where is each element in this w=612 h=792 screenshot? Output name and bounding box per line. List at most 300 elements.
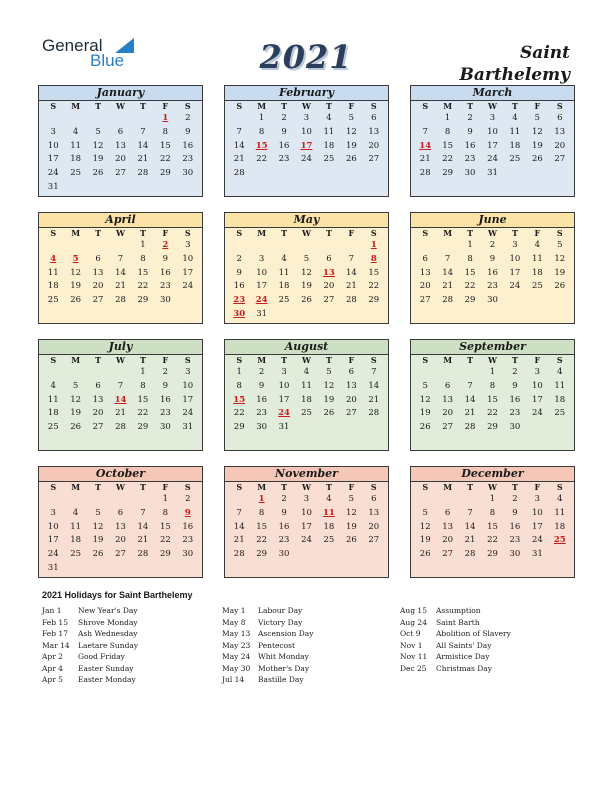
day-cell: 21 [115,408,126,419]
month-title: December [411,467,574,482]
day-cell: 5 [326,367,332,377]
day-cell: 15 [137,267,149,278]
month-august [224,339,389,451]
day-cell: 13 [554,126,566,137]
holiday-name: Victory Day [258,617,303,627]
month-days-grid [411,355,574,435]
day-cell: 1 [258,113,265,123]
day-cell: 13 [115,521,126,532]
day-cell: 11 [70,140,82,151]
weekday-header: S [50,101,57,111]
empty-cell [64,366,86,380]
weekday-header: F [162,101,169,111]
day-cell: 25 [509,154,521,165]
day-cell: 19 [301,281,312,292]
day-cell: 22 [442,154,454,165]
day-cell: 3 [281,367,287,377]
day-cell: 18 [554,521,566,532]
day-cell: 24 [531,408,543,419]
day-cell: 24 [531,535,543,546]
day-cell: 6 [95,380,101,391]
weekday-header: T [95,228,102,238]
day-cell: 21 [464,535,476,546]
weekday-header: T [139,101,146,111]
day-cell: 9 [467,126,473,137]
empty-cell [273,239,295,253]
day-cell: 12 [419,521,431,532]
holiday-row [222,640,313,652]
holiday-row [400,651,511,663]
weekday-header: F [162,482,169,492]
holiday-column [400,605,511,674]
weekday-header: M [257,101,267,111]
day-cell: 25 [554,408,566,419]
day-cell: 2 [489,240,496,250]
day-cell: 19 [323,394,335,405]
weekday-header: W [302,101,311,111]
day-cell: 2 [281,113,287,123]
empty-cell [109,239,131,253]
day-cell: 15 [487,521,498,532]
day-cell: 3 [512,240,518,250]
weekday-header: T [511,482,518,492]
holiday-day-cell: 15 [255,140,268,151]
day-cell: 7 [117,253,124,264]
day-cell: 6 [422,253,428,264]
empty-cell [340,239,362,253]
day-cell: 2 [258,367,265,377]
empty-cell [436,366,458,380]
day-cell: 6 [348,367,355,377]
holiday-row [222,628,313,640]
empty-cell [42,366,64,380]
day-cell: 19 [345,140,357,151]
day-cell: 23 [182,154,194,165]
day-cell: 3 [303,494,310,504]
day-cell: 10 [531,380,543,391]
day-cell: 23 [256,408,268,419]
day-cell: 23 [278,154,290,165]
day-cell: 20 [442,408,454,419]
day-cell: 4 [534,240,541,250]
day-cell: 16 [464,140,476,151]
day-cell: 3 [489,113,496,123]
day-cell: 22 [487,535,498,546]
day-cell: 14 [137,140,149,151]
day-cell: 27 [442,422,454,433]
day-cell: 27 [323,295,335,306]
day-cell: 9 [489,253,496,264]
day-cell: 14 [233,521,245,532]
empty-cell [132,112,154,126]
day-cell: 27 [442,549,454,560]
day-cell: 2 [467,113,473,123]
day-cell: 25 [323,154,335,165]
weekday-header: T [325,355,332,365]
day-cell: 20 [554,140,566,151]
holiday-day-cell: 5 [72,253,79,264]
day-cell: 16 [182,521,194,532]
day-cell: 23 [159,281,171,292]
weekday-header: F [534,355,541,365]
day-cell: 20 [323,281,335,292]
day-cell: 20 [92,281,104,292]
day-cell: 12 [345,126,357,137]
day-cell: 2 [162,367,169,377]
day-cell: 9 [281,507,287,518]
holiday-name: Whit Monday [258,652,309,661]
holiday-day-cell: 17 [300,140,313,151]
holiday-date: May 13 [222,629,251,638]
day-cell: 27 [419,295,431,306]
day-cell: 8 [140,380,146,391]
month-title: May [225,213,388,228]
empty-cell [64,493,86,507]
day-cell: 30 [159,422,171,433]
empty-cell [318,239,340,253]
empty-cell [87,112,109,126]
holiday-row [42,651,138,663]
day-cell: 19 [345,521,357,532]
day-cell: 28 [137,168,149,179]
day-cell: 21 [419,154,431,165]
day-cell: 5 [303,253,310,264]
day-cell: 30 [487,295,498,306]
holiday-date: Nov 11 [400,652,428,661]
day-cell: 24 [301,154,312,165]
holiday-name: Mother's Day [258,663,310,673]
weekday-header: M [443,355,453,365]
day-cell: 18 [301,394,312,405]
month-june [410,212,575,324]
weekday-header: S [184,355,191,365]
day-cell: 21 [442,281,454,292]
day-cell: 24 [487,154,498,165]
holiday-column [222,605,313,686]
day-cell: 15 [137,394,149,405]
weekday-header: M [443,228,453,238]
day-cell: 23 [159,408,171,419]
day-cell: 19 [70,281,82,292]
day-cell: 18 [323,140,335,151]
day-cell: 6 [557,113,563,123]
day-cell: 26 [92,168,104,179]
weekday-header: T [139,228,146,238]
month-days-grid [225,101,388,181]
day-cell: 2 [512,494,518,504]
holiday-row [400,617,511,629]
weekday-header: T [467,228,474,238]
weekday-header: T [467,355,474,365]
holiday-row [400,640,511,652]
day-cell: 31 [182,422,194,433]
day-cell: 11 [278,267,290,278]
day-cell: 17 [256,281,268,292]
day-cell: 8 [236,380,242,391]
month-title: February [225,86,388,101]
empty-cell [459,366,481,380]
empty-cell [87,239,109,253]
day-cell: 22 [159,535,171,546]
month-september [410,339,575,451]
day-cell: 26 [92,549,104,560]
day-cell: 8 [162,507,169,518]
month-title: October [39,467,202,482]
month-title: November [225,467,388,482]
month-days-grid [39,482,202,576]
weekday-header: M [443,101,453,111]
holiday-day-cell: 4 [50,253,57,264]
weekday-header: S [184,228,191,238]
month-title: March [411,86,574,101]
month-days-grid [39,101,202,195]
empty-cell [295,239,317,253]
day-cell: 15 [464,267,476,278]
logo-text-general: General [42,36,103,55]
weekday-header: T [511,355,518,365]
weekday-header: F [162,355,169,365]
day-cell: 18 [70,154,82,165]
month-title: January [39,86,202,101]
weekday-header: F [534,101,541,111]
weekday-header: M [71,355,81,365]
day-cell: 10 [47,521,59,532]
day-cell: 8 [140,253,146,264]
holiday-day-cell: 1 [162,113,169,123]
day-cell: 28 [115,295,126,306]
day-cell: 3 [185,240,191,250]
day-cell: 2 [512,367,518,377]
holiday-date: Apr 4 [42,663,63,673]
day-cell: 27 [92,295,104,306]
day-cell: 23 [509,535,521,546]
day-cell: 19 [92,154,104,165]
holiday-day-cell: 24 [278,408,290,419]
weekday-header: W [116,355,125,365]
holiday-day-cell: 11 [323,507,335,518]
day-cell: 23 [509,408,521,419]
day-cell: 10 [182,253,194,264]
day-cell: 26 [554,281,566,292]
day-cell: 7 [236,507,242,518]
day-cell: 21 [464,408,476,419]
day-cell: 29 [256,549,268,560]
holiday-day-cell: 1 [258,494,265,504]
holiday-date: Nov 1 [400,640,423,650]
holiday-row [222,663,313,675]
holiday-name: Assumption [436,606,481,615]
day-cell: 10 [182,380,194,391]
day-cell: 10 [301,507,312,518]
weekday-header: S [370,101,377,111]
day-cell: 2 [185,494,191,504]
weekday-header: T [281,101,288,111]
day-cell: 4 [72,126,79,137]
month-days-grid [39,228,202,308]
day-cell: 23 [278,535,290,546]
empty-cell [414,112,436,126]
holiday-name: Saint Barth [436,617,480,627]
day-cell: 8 [258,507,265,518]
weekday-header: M [257,355,267,365]
day-cell: 25 [278,295,290,306]
month-november [224,466,389,578]
day-cell: 18 [531,267,543,278]
empty-cell [109,112,131,126]
weekday-header: S [370,355,377,365]
day-cell: 26 [345,535,357,546]
day-cell: 27 [345,408,357,419]
day-cell: 12 [92,140,104,151]
day-cell: 17 [301,521,312,532]
empty-cell [228,239,250,253]
month-days-grid [411,101,574,181]
weekday-header: S [184,482,191,492]
day-cell: 9 [512,507,518,518]
day-cell: 22 [233,408,245,419]
day-cell: 13 [368,126,380,137]
day-cell: 18 [47,281,59,292]
day-cell: 15 [256,521,268,532]
weekday-header: T [139,482,146,492]
empty-cell [87,493,109,507]
weekday-header: W [488,101,497,111]
day-cell: 14 [233,140,245,151]
day-cell: 17 [182,267,194,278]
day-cell: 4 [512,113,518,123]
day-cell: 3 [50,126,56,137]
day-cell: 14 [345,267,357,278]
holiday-date: May 1 [222,606,246,615]
day-cell: 14 [137,521,149,532]
day-cell: 31 [531,549,543,560]
day-cell: 27 [554,154,566,165]
weekday-header: W [302,355,311,365]
holiday-date: Aug 15 [400,606,427,615]
day-cell: 28 [368,408,380,419]
day-cell: 26 [70,295,82,306]
day-cell: 21 [233,535,245,546]
month-days-grid [225,228,388,322]
weekday-header: T [281,355,288,365]
day-cell: 20 [419,281,431,292]
day-cell: 28 [233,168,245,179]
day-cell: 8 [489,507,496,518]
weekday-header: S [236,482,243,492]
day-cell: 18 [70,535,82,546]
weekday-header: S [422,228,429,238]
holiday-day-cell: 9 [184,507,191,518]
day-cell: 25 [301,408,312,419]
day-cell: 4 [281,253,287,264]
day-cell: 6 [326,253,332,264]
day-cell: 18 [278,281,290,292]
day-cell: 12 [419,394,431,405]
day-cell: 30 [182,168,194,179]
day-cell: 16 [509,394,521,405]
weekday-header: W [302,228,311,238]
day-cell: 14 [464,521,476,532]
day-cell: 28 [345,295,357,306]
weekday-header: T [95,482,102,492]
day-cell: 22 [464,281,476,292]
day-cell: 13 [345,380,357,391]
day-cell: 28 [137,549,149,560]
holiday-name: Pentecost [258,640,296,650]
holiday-date: Apr 2 [42,652,63,661]
day-cell: 20 [115,154,126,165]
weekday-header: S [556,101,563,111]
empty-cell [250,239,272,253]
day-cell: 5 [557,240,563,250]
day-cell: 11 [47,267,59,278]
weekday-header: S [236,355,243,365]
day-cell: 25 [47,422,59,433]
day-cell: 29 [159,168,171,179]
day-cell: 5 [72,380,79,391]
day-cell: 4 [557,367,563,377]
holiday-row [400,605,511,617]
holiday-day-cell: 23 [233,295,246,306]
day-cell: 25 [70,549,82,560]
day-cell: 1 [162,494,169,504]
day-cell: 11 [554,380,566,391]
holiday-name: New Year's Day [78,606,138,615]
day-cell: 29 [442,168,454,179]
day-cell: 19 [531,140,543,151]
day-cell: 10 [531,507,543,518]
day-cell: 13 [419,267,431,278]
holiday-date: Jul 14 [222,675,245,684]
weekday-header: F [534,228,541,238]
month-days-grid [39,355,202,435]
day-cell: 29 [368,295,380,306]
day-cell: 15 [159,140,171,151]
day-cell: 10 [509,253,521,264]
holiday-row [42,617,138,629]
weekday-header: T [511,101,518,111]
holiday-date: May 8 [222,617,246,627]
month-february [224,85,389,197]
month-days-grid [225,482,388,562]
empty-cell [87,366,109,380]
holiday-date: May 24 [222,652,251,661]
day-cell: 1 [140,240,146,250]
day-cell: 8 [162,126,169,137]
weekday-header: S [184,101,191,111]
day-cell: 14 [442,267,454,278]
holiday-date: May 30 [222,663,251,673]
day-cell: 28 [464,549,476,560]
holiday-day-cell: 13 [323,267,335,278]
day-cell: 26 [419,422,431,433]
day-cell: 9 [162,253,169,264]
holiday-day-cell: 14 [114,394,127,405]
day-cell: 17 [531,521,543,532]
day-cell: 31 [47,562,59,573]
day-cell: 9 [185,126,191,137]
day-cell: 30 [256,422,268,433]
day-cell: 15 [442,140,454,151]
day-cell: 26 [70,422,82,433]
month-title: July [39,340,202,355]
holiday-name: Abolition of Slavery [436,629,511,638]
day-cell: 22 [256,535,268,546]
day-cell: 22 [368,281,380,292]
empty-cell [132,493,154,507]
day-cell: 23 [464,154,476,165]
day-cell: 27 [368,535,380,546]
